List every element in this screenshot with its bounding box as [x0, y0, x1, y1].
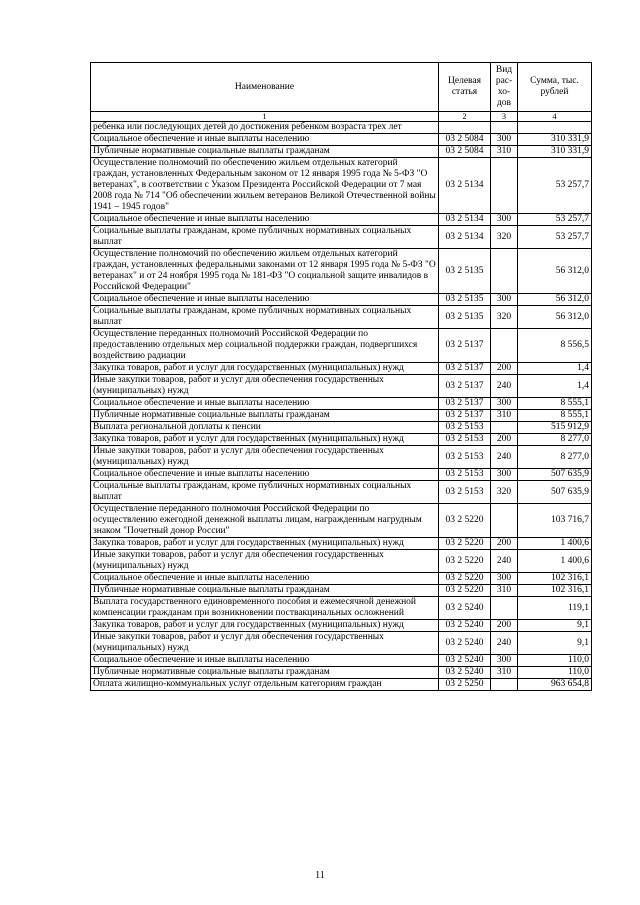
- table-row: [91, 363, 592, 375]
- row-amount: 103 716,7: [518, 504, 592, 538]
- row-name: Осуществление переданных полномочий Российской Федерации по предоставлению отдельных мер социальной поддержки граждан, подвергшихся воздействию радиации: [91, 329, 439, 363]
- row-name: Иные закупки товаров, работ и услуг для обеспечения государственных (муниципальных) нужд: [91, 375, 439, 398]
- row-target-code: 03 2 5137: [439, 398, 491, 410]
- table-row: [91, 398, 592, 410]
- row-expense-kind: 300: [491, 655, 518, 667]
- row-expense-kind: 240: [491, 375, 518, 398]
- row-name: Социальное обеспечение и иные выплаты населению: [91, 294, 439, 306]
- row-amount: 310 331,9: [518, 134, 592, 146]
- row-target-code: 03 2 5137: [439, 375, 491, 398]
- row-name: Выплата региональной доплаты к пенсии: [91, 422, 439, 434]
- row-name: Публичные нормативные социальные выплаты гражданам: [91, 585, 439, 597]
- row-name: Оплата жилищно-коммунальных услуг отдельным категориям граждан: [91, 679, 439, 691]
- row-name: Публичные нормативные социальные выплаты гражданам: [91, 667, 439, 679]
- row-amount: 102 316,1: [518, 573, 592, 585]
- row-amount: 9,1: [518, 632, 592, 655]
- row-expense-kind: [491, 158, 518, 214]
- budget-table: [90, 62, 592, 691]
- row-target-code: 03 2 5137: [439, 329, 491, 363]
- row-expense-kind: 300: [491, 573, 518, 585]
- row-target-code: 03 2 5153: [439, 422, 491, 434]
- table-row: [91, 214, 592, 226]
- table-row: [91, 134, 592, 146]
- header-name: Наименование: [91, 63, 439, 112]
- row-expense-kind: 240: [491, 446, 518, 469]
- row-expense-kind: 320: [491, 226, 518, 249]
- table-row: [91, 226, 592, 249]
- row-target-code: 03 2 5220: [439, 550, 491, 573]
- row-name: Закупка товаров, работ и услуг для государственных (муниципальных) нужд: [91, 363, 439, 375]
- row-amount: 8 277,0: [518, 434, 592, 446]
- row-name: Социальное обеспечение и иные выплаты населению: [91, 469, 439, 481]
- row-target-code: [439, 122, 491, 134]
- header-amount: Сумма, тыс. рублей: [518, 63, 592, 112]
- row-name: Социальные выплаты гражданам, кроме публичных нормативных социальных выплат: [91, 481, 439, 504]
- row-amount: 9,1: [518, 620, 592, 632]
- row-amount: 963 654,8: [518, 679, 592, 691]
- row-expense-kind: 300: [491, 214, 518, 226]
- table-row: [91, 620, 592, 632]
- row-expense-kind: [491, 329, 518, 363]
- table-row: [91, 573, 592, 585]
- row-amount: 110,0: [518, 655, 592, 667]
- row-name: Социальное обеспечение и иные выплаты населению: [91, 214, 439, 226]
- row-target-code: 03 2 5084: [439, 146, 491, 158]
- row-target-code: 03 2 5220: [439, 585, 491, 597]
- row-target-code: 03 2 5134: [439, 214, 491, 226]
- table-row: [91, 632, 592, 655]
- row-name: Закупка товаров, работ и услуг для государственных (муниципальных) нужд: [91, 538, 439, 550]
- row-amount: 56 312,0: [518, 249, 592, 294]
- row-name: Осуществление переданного полномочия Российской Федерации по осуществлению ежегодной денежной выплаты лицам, награжденным нагрудным знаком "Почетный донор России": [91, 504, 439, 538]
- row-amount: 8 277,0: [518, 446, 592, 469]
- table-row: [91, 667, 592, 679]
- table-row: [91, 679, 592, 691]
- column-number: 2: [439, 112, 491, 122]
- row-target-code: 03 2 5220: [439, 504, 491, 538]
- row-target-code: 03 2 5153: [439, 434, 491, 446]
- row-expense-kind: 200: [491, 620, 518, 632]
- row-target-code: 03 2 5153: [439, 446, 491, 469]
- header-row: [91, 63, 592, 112]
- column-number: 4: [518, 112, 592, 122]
- table-row: [91, 655, 592, 667]
- row-amount: 53 257,7: [518, 158, 592, 214]
- row-name: Закупка товаров, работ и услуг для государственных (муниципальных) нужд: [91, 434, 439, 446]
- table-row: [91, 249, 592, 294]
- row-amount: 1,4: [518, 363, 592, 375]
- row-amount: 1,4: [518, 375, 592, 398]
- header-kind: Вид рас- хо- дов: [491, 63, 518, 112]
- table-row: [91, 158, 592, 214]
- row-name: Публичные нормативные социальные выплаты гражданам: [91, 146, 439, 158]
- row-name: Иные закупки товаров, работ и услуг для обеспечения государственных (муниципальных) нужд: [91, 446, 439, 469]
- row-name: Социальное обеспечение и иные выплаты населению: [91, 655, 439, 667]
- row-target-code: 03 2 5084: [439, 134, 491, 146]
- row-expense-kind: 240: [491, 632, 518, 655]
- row-name: Социальное обеспечение и иные выплаты населению: [91, 398, 439, 410]
- table-row: [91, 597, 592, 620]
- row-expense-kind: 200: [491, 538, 518, 550]
- row-expense-kind: 300: [491, 398, 518, 410]
- row-target-code: 03 2 5250: [439, 679, 491, 691]
- table-row: [91, 446, 592, 469]
- table-row: [91, 585, 592, 597]
- row-amount: 8 555,1: [518, 410, 592, 422]
- row-name: Иные закупки товаров, работ и услуг для обеспечения государственных (муниципальных) нужд: [91, 632, 439, 655]
- row-name: ребенка или последующих детей до достижения ребенком возраста трех лет: [91, 122, 439, 134]
- table-row: [91, 550, 592, 573]
- header-code: Целевая статья: [439, 63, 491, 112]
- table-row: [91, 122, 592, 134]
- table-row: [91, 146, 592, 158]
- row-target-code: 03 2 5220: [439, 573, 491, 585]
- row-target-code: 03 2 5135: [439, 294, 491, 306]
- row-expense-kind: 320: [491, 481, 518, 504]
- table-row: [91, 306, 592, 329]
- row-name: Социальные выплаты гражданам, кроме публичных нормативных социальных выплат: [91, 226, 439, 249]
- row-name: Осуществление полномочий по обеспечению жильем отдельных категорий граждан, установленных Федеральным законом от 12 января 1995 года № 5-ФЗ "О ветеранах", в соответствии с Указом Президента Российской Федерации от 7 мая 2008 года № 714 "Об обеспечении жильем ветеранов Великой Отечественной войны 1941 – 1945 годов": [91, 158, 439, 214]
- row-expense-kind: [491, 422, 518, 434]
- row-amount: 8 556,5: [518, 329, 592, 363]
- column-number-row: [91, 112, 592, 122]
- row-name: Иные закупки товаров, работ и услуг для обеспечения государственных (муниципальных) нужд: [91, 550, 439, 573]
- row-target-code: 03 2 5240: [439, 620, 491, 632]
- row-amount: 310 331,9: [518, 146, 592, 158]
- row-target-code: 03 2 5240: [439, 655, 491, 667]
- row-amount: 102 316,1: [518, 585, 592, 597]
- row-target-code: 03 2 5135: [439, 249, 491, 294]
- row-target-code: 03 2 5220: [439, 538, 491, 550]
- row-name: Осуществление полномочий по обеспечению жильем отдельных категорий граждан, установленных федеральными законами от 12 января 1995 года № 5-ФЗ "О ветеранах" и от 24 ноября 1995 года № 181-ФЗ "О социальной защите инвалидов в Российской Федерации": [91, 249, 439, 294]
- row-amount: 507 635,9: [518, 469, 592, 481]
- row-expense-kind: 300: [491, 134, 518, 146]
- row-expense-kind: 300: [491, 294, 518, 306]
- table-body: [91, 122, 592, 691]
- row-target-code: 03 2 5240: [439, 667, 491, 679]
- row-target-code: 03 2 5240: [439, 632, 491, 655]
- row-expense-kind: 300: [491, 469, 518, 481]
- row-expense-kind: 320: [491, 306, 518, 329]
- row-name: Закупка товаров, работ и услуг для государственных (муниципальных) нужд: [91, 620, 439, 632]
- row-expense-kind: 310: [491, 146, 518, 158]
- row-name: Выплата государственного единовременного пособия и ежемесячной денежной компенсации гражданам при возникновении поствакцинальных осложнений: [91, 597, 439, 620]
- row-amount: 507 635,9: [518, 481, 592, 504]
- table-row: [91, 294, 592, 306]
- table-row: [91, 469, 592, 481]
- row-target-code: 03 2 5134: [439, 226, 491, 249]
- row-name: Социальное обеспечение и иные выплаты населению: [91, 134, 439, 146]
- row-expense-kind: 310: [491, 667, 518, 679]
- row-expense-kind: 240: [491, 550, 518, 573]
- table-row: [91, 434, 592, 446]
- row-expense-kind: 310: [491, 410, 518, 422]
- row-target-code: 03 2 5137: [439, 410, 491, 422]
- row-target-code: 03 2 5240: [439, 597, 491, 620]
- row-expense-kind: 310: [491, 585, 518, 597]
- row-amount: 53 257,7: [518, 214, 592, 226]
- row-amount: 1 400,6: [518, 550, 592, 573]
- row-amount: [518, 122, 592, 134]
- row-expense-kind: [491, 249, 518, 294]
- row-target-code: 03 2 5135: [439, 306, 491, 329]
- table-row: [91, 375, 592, 398]
- row-target-code: 03 2 5153: [439, 469, 491, 481]
- row-name: Социальное обеспечение и иные выплаты населению: [91, 573, 439, 585]
- column-number: 1: [91, 112, 439, 122]
- table-row: [91, 504, 592, 538]
- row-expense-kind: [491, 122, 518, 134]
- row-expense-kind: 200: [491, 363, 518, 375]
- row-expense-kind: [491, 504, 518, 538]
- page-number: 11: [315, 870, 325, 881]
- row-amount: 119,1: [518, 597, 592, 620]
- row-amount: 1 400,6: [518, 538, 592, 550]
- column-number: 3: [491, 112, 518, 122]
- table-row: [91, 410, 592, 422]
- row-amount: 56 312,0: [518, 306, 592, 329]
- row-amount: 515 912,9: [518, 422, 592, 434]
- row-target-code: 03 2 5153: [439, 481, 491, 504]
- row-target-code: 03 2 5134: [439, 158, 491, 214]
- table-row: [91, 538, 592, 550]
- row-name: Социальные выплаты гражданам, кроме публичных нормативных социальных выплат: [91, 306, 439, 329]
- row-amount: 110,0: [518, 667, 592, 679]
- row-amount: 8 555,1: [518, 398, 592, 410]
- table-row: [91, 329, 592, 363]
- table-row: [91, 422, 592, 434]
- row-amount: 56 312,0: [518, 294, 592, 306]
- table-row: [91, 481, 592, 504]
- row-name: Публичные нормативные социальные выплаты гражданам: [91, 410, 439, 422]
- row-expense-kind: [491, 679, 518, 691]
- row-expense-kind: [491, 597, 518, 620]
- row-expense-kind: 200: [491, 434, 518, 446]
- row-amount: 53 257,7: [518, 226, 592, 249]
- row-target-code: 03 2 5137: [439, 363, 491, 375]
